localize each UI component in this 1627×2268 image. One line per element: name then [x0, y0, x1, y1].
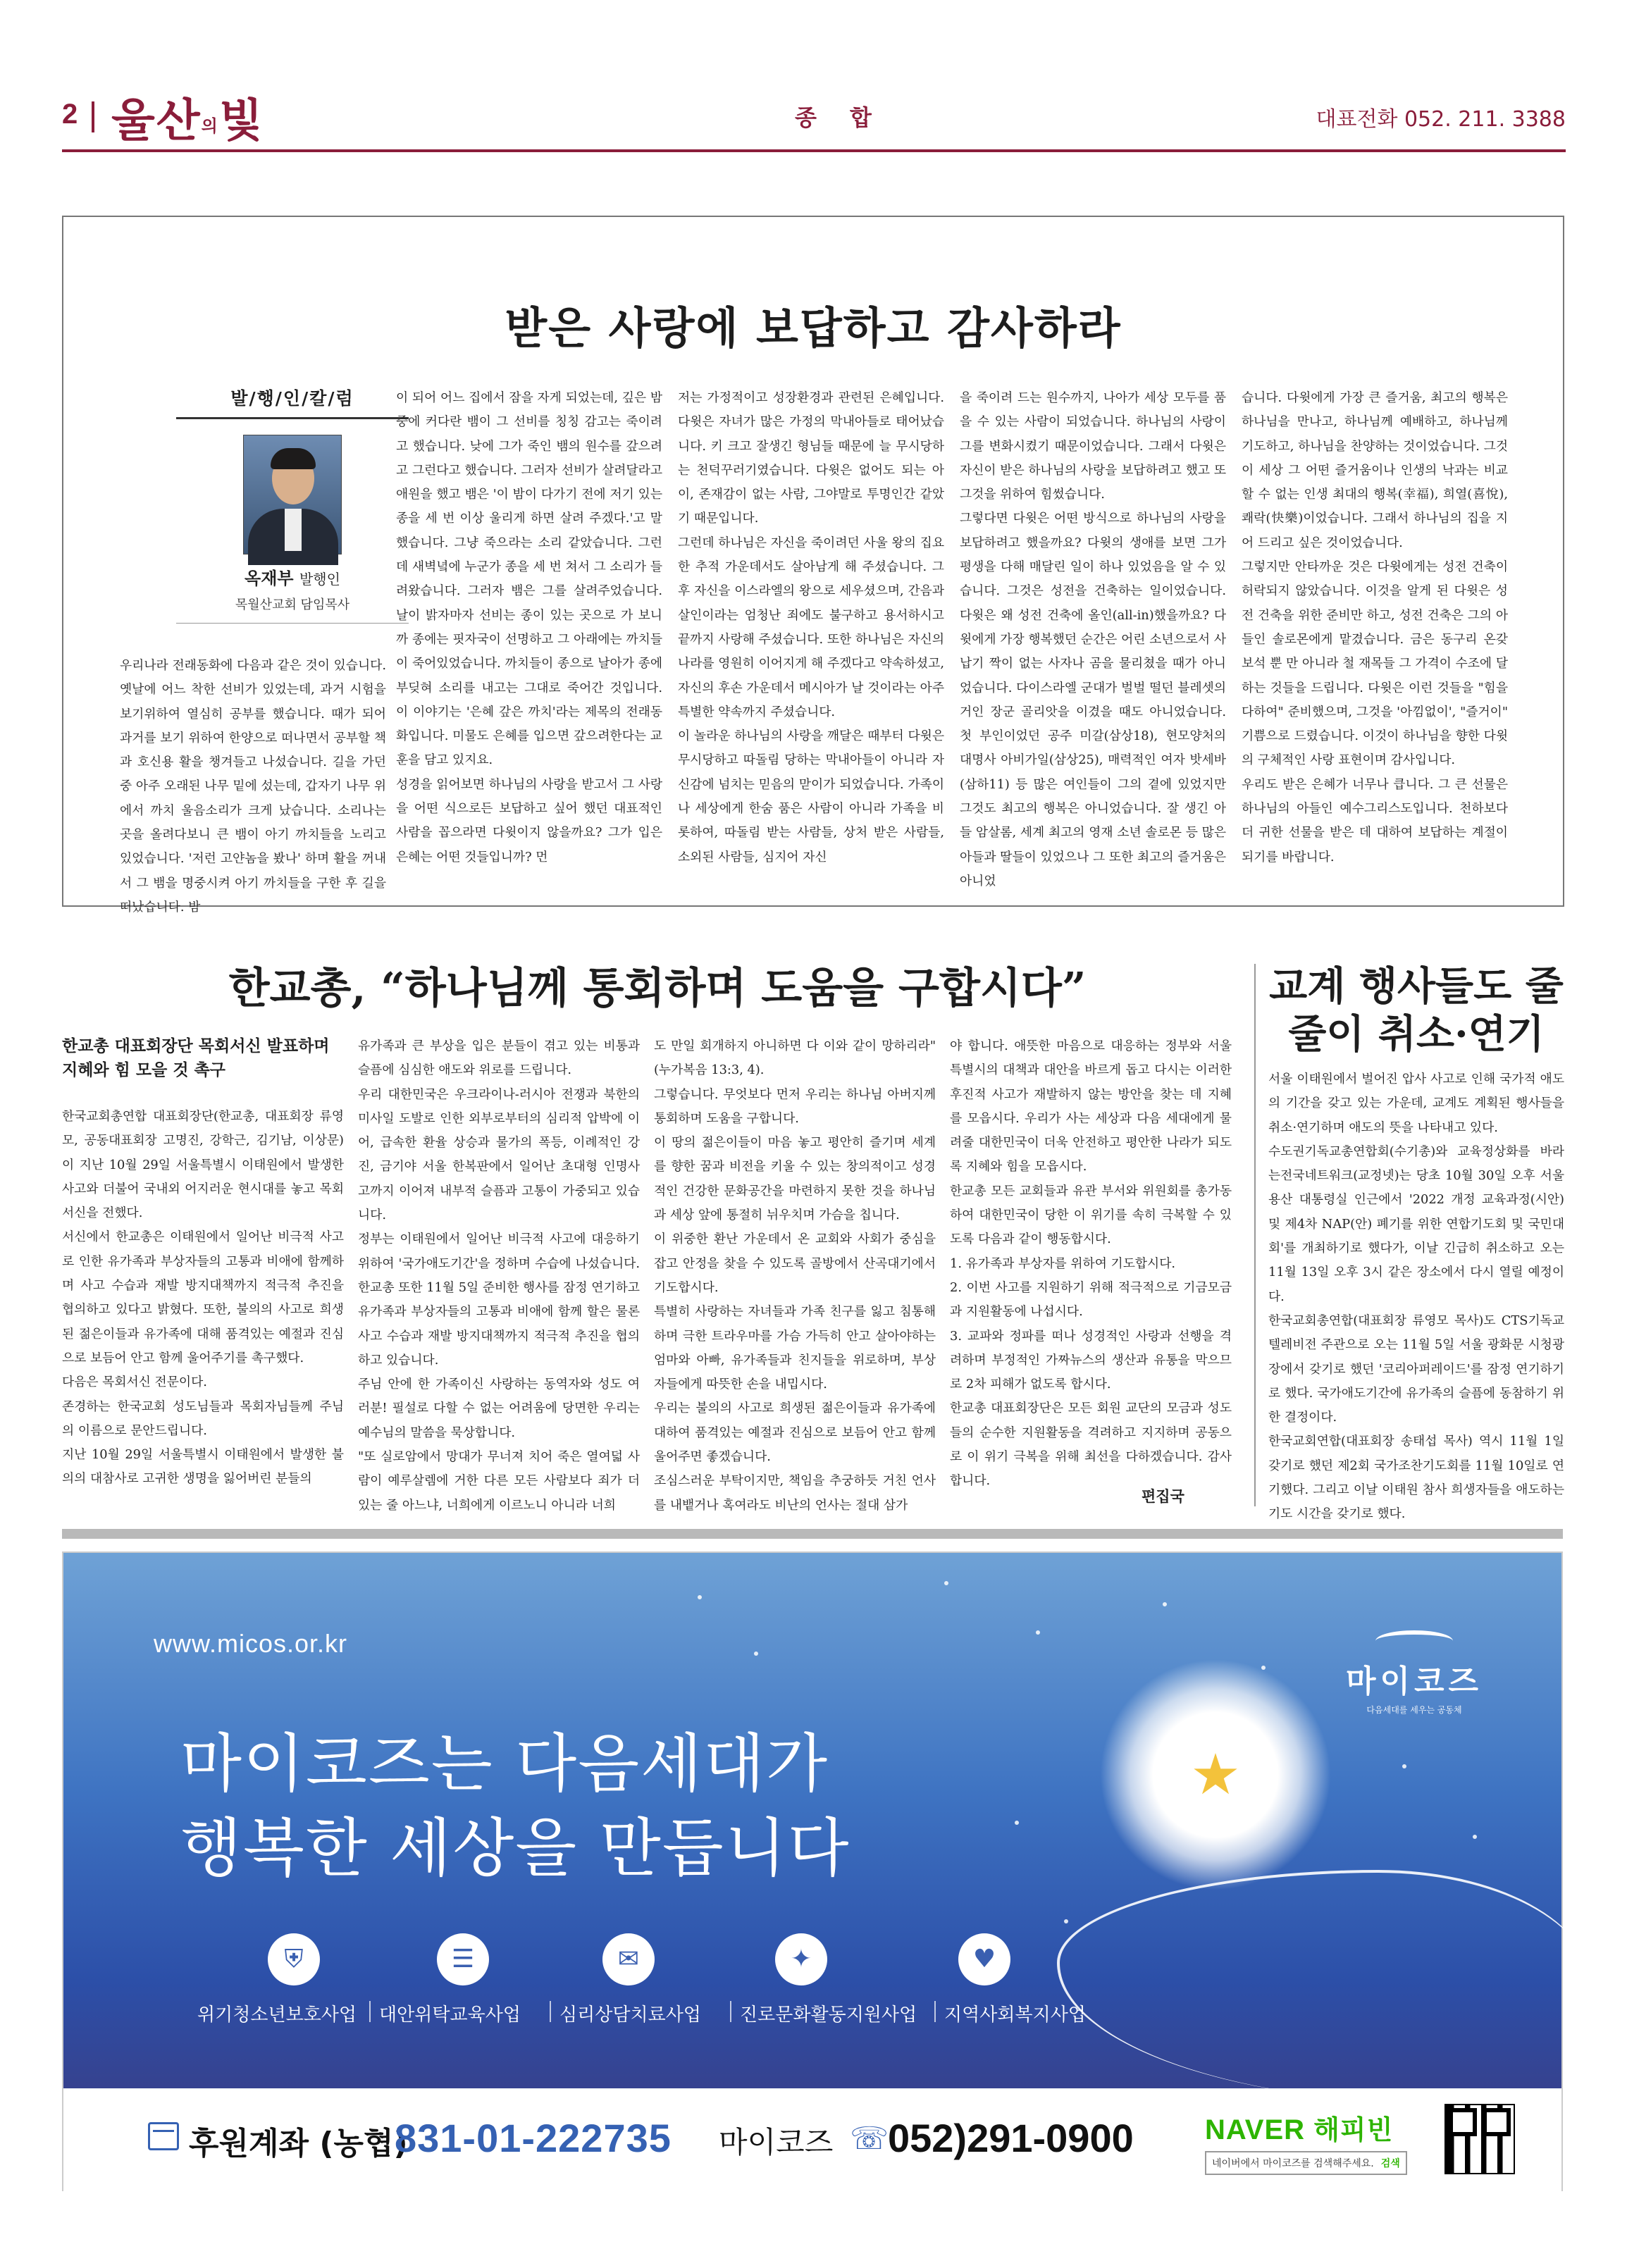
column-text-1: 우리나라 전래동화에 다음과 같은 것이 있습니다. 옛날에 어느 착한 선비가 있었는데, 과거 시험을 보기위하여 열심히 공부를 했습니다. 때가 되어 과거를 보기 위하여 한양으로 떠나면서 공부할 책과 호신용 활을 챙겨들고 나섰습니다. 길을 가던 중 아주 오래된 나무 밑에 섰는데, 갑자기 나무 위에서 까치 울음소리가 크게 났습니다. 소리나는 곳을 올려다보니 큰 뱀이 아기 까치들을 노리고 있었습니다. '저런 고얀놈을 봤나' 하며 활을 꺼내서 그 뱀을 명중시켜 아기 까치들을 구한 후 길을 떠났습니다. 밤 — [120, 658, 386, 915]
ad-phone[interactable]: 052)291-0900 — [888, 2116, 1134, 2160]
sidebar-divider — [1254, 964, 1256, 1506]
program-youth-protection: 위기청소년보호사업 — [197, 2004, 357, 2026]
header-rule — [62, 149, 1566, 152]
phone-icon: ☏ — [850, 2121, 889, 2157]
author-block — [176, 385, 409, 624]
account-holder: 마이코즈 — [719, 2125, 834, 2159]
article-text-1: 한국교회총연합 대표회장단(한교총, 대표회장 류영모, 공동대표회장 고명진, 강학근, 김기남, 이상문)이 지난 10월 29일 서울특별시 이태원에서 발생한 사고와 더불어 국내외 어지러운 현시대를 놓고 목회서신을 전했다. 서신에서 한교총은 이태원에서 일어난 비극적 사고로 인한 유가족과 부상자들의 고통과 비애에 함께하며 사고 수습과 재발 방지대책까지 적극적 추진을 협의하고 있다고 밝혔다. 또한, 불의의 사고로 희생된 젊은이들과 유가족에 대해 품격있는 예절과 진심으로 보듬어 안고 함께 울어주기를 촉구했다. 다음은 목회서신 전문이다. 존경하는 한국교회 성도님들과 목회자님들께 주님의 이름으로 문안드립니다. 지난 10월 29일 서울특별시 이태원에서 발생한 불의의 대참사로 고귀한 생명을 잃어버린 분들의 — [62, 1109, 344, 1487]
column-text-5: 습니다. 다윗에게 가장 큰 즐거움, 최고의 행복은 하나님을 만나고, 하나님께 예배하고, 하나님께 기도하고, 하나님을 찬양하는 것이었습니다. 그것이 세상 그 어떤 즐거움이나 인생의 낙과는 비교할 수 없는 인생 최대의 행복(幸福), 희열(喜悅), 쾌락(快樂)이었습니다. 그래서 하나님의 집을 지어 드리고 싶은 것이었습니다. 그렇지만 안타까운 것은 다윗에게는 성전 건축이 허락되지 않았습니다. 이것을 알게 된 다윗은 성전 건축을 위한 준비만 하고, 성전 건축은 그의 아들인 솔로몬에게 맡겼습니다. 금은 동구리 온갖 보석 뿐 만 아니라 철 재목들 그 가격이 수조에 달하는 것들을 드립니다. 다윗은 이런 것들을 "힘을 다하여" 준비했으며, 그것을 '아낌없이', "즐거이" 기쁨으로 드렸습니다. 이것이 하나님을 향한 다윗의 구체적인 사랑 표현이며 감사입니다. 우리도 받은 은혜가 너무나 큽니다. 그 큰 선물은 하나님의 아들인 예수그리스도입니다. 천하보다 더 귀한 선물을 받은 데 대하여 보답하는 계절이 되기를 바랍니다. — [1242, 390, 1508, 865]
newspaper-logo: 울산의빛 — [111, 94, 264, 147]
header-phone: 대표전화 052. 211. 3388 — [1316, 107, 1566, 132]
micos-logo: 마이코즈 다음세대를 세우는 공동체 — [1346, 1630, 1483, 1716]
author-affiliation: 목월산교회 담임목사 — [176, 595, 409, 624]
header-divider — [92, 101, 94, 132]
star-icon: ★ — [1190, 1742, 1241, 1807]
program-community-welfare: 지역사회복지사업 — [944, 2004, 1086, 2026]
page-header — [62, 78, 1566, 155]
column-text-3: 저는 가정적이고 성장환경과 관련된 은혜입니다. 다윗은 자녀가 많은 가정의 막내아들로 태어났습니다. 키 크고 잘생긴 형님들 때문에 늘 무시당하는 천덕꾸러기였습니다. 다윗은 없어도 되는 아이, 존재감이 없는 사람, 그야말로 투명인간 같았기 때문입니다. 그런데 하나님은 자신을 죽이려던 사울 왕의 집요한 추적 가운데서도 살아남게 해 주셨습니다. 그 후 자신을 이스라엘의 왕으로 세우셨으며, 간음과 살인이라는 엄청난 죄에도 불구하고 용서하시고 끝까지 사랑해 주셨습니다. 또한 하나님은 자신의 나라를 영원히 이어지게 해 주겠다고 약속하셨고, 자신의 후손 가운데서 메시아가 날 것이라는 아주 특별한 약속까지 주셨습니다. 이 놀라운 하나님의 사랑을 깨달은 때부터 다윗은 무시당하고 따돌림 당하는 막내아들이 아니라 자신감에 넘치는 믿음의 맏이가 되었습니다. 가족이나 세상에게 한숨 품은 사람이 아니라 가족을 비롯하여, 따돌림 받는 사람들, 상처 받은 사람들, 소외된 사람들, 심지어 자신 — [678, 390, 944, 865]
ad-footer — [63, 2088, 1561, 2193]
account-label: 후원계좌 (농협) — [189, 2126, 408, 2162]
ad-url[interactable]: www.micos.or.kr — [154, 1629, 348, 1658]
program-alternative-education: 대안위탁교육사업 — [379, 2004, 521, 2026]
program-list — [197, 1933, 1113, 2053]
article-text-2: 유가족과 큰 부상을 입은 분들이 겪고 있는 비통과 슬픔에 심심한 애도와 위로를 드립니다. 우리 대한민국은 우크라이나-러시아 전쟁과 북한의 미사일 도발로 인한 외부로부터의 심리적 압박에 이어, 급속한 환율 상승과 물가의 폭등, 이례적인 강진, 금기야 서울 한복판에서 일어난 초대형 인명사고까지 이어져 내부적 슬픔과 고통이 가중되고 있습니다. 정부는 이태원에서 일어난 비극적 사고에 대응하기 위하여 '국가애도기간'을 정하며 수습에 나섰습니다. 한교총 또한 11월 5일 준비한 행사를 잠정 연기하고 유가족과 부상자들의 고통과 비애에 함께 할은 물론 사고 수습과 재발 방지대책까지 적극적 추진을 협의하고 있습니다. 주님 안에 한 가족이신 사랑하는 동역자와 성도 여러분! 필설로 다할 수 없는 어려움에 당면한 우리는 예수님의 말씀을 묵상합니다. "또 실로암에서 망대가 무너져 치어 죽은 열여덟 사람이 예루살렘에 거한 다른 모든 사람보다 죄가 더 있는 줄 아느냐, 너희에게 이르노니 아니라 너희 — [358, 1039, 640, 1513]
column-text-2: 이 되어 어느 집에서 잠을 자게 되었는데, 깊은 밤중에 커다란 뱀이 그 선비를 칭칭 감고는 죽이려고 했습니다. 낮에 그가 죽인 뱀의 원수를 갚으려고 그런다고 했습니다. 그러자 선비가 살려달라고 애원을 했고 뱀은 '이 밤이 다가기 전에 저기 있는 종을 세 번 이상 울리게 하면 살려 주겠다.'고 말했습니다. 그냥 죽으라는 소리 같았습니다. 그런데 새벽녘에 누군가 종을 세 번 쳐서 그 소리가 들려왔습니다. 그러자 뱀은 그를 살려주었습니다. 날이 밝자마자 선비는 종이 있는 곳으로 가 보니까 종에는 핏자국이 선명하고 그 아래에는 까치들이 죽어있었습니다. 까치들이 종으로 날아가 종에 부딪혀 소리를 내고는 그대로 죽어간 것입니다. 이 이야기는 '은혜 갚은 까치'라는 제목의 전래동화입니다. 미물도 은혜를 입으면 갚으려한다는 교훈을 담고 있지요. 성경을 읽어보면 하나님의 사랑을 받고서 그 사랑을 어떤 식으로든 보답하고 싶어 했던 대표적인 사람을 꼽으라면 다윗이지 않을까요? 그가 입은 은혜는 어떤 것들입니까? 먼 — [396, 390, 662, 865]
program-career-culture: 진로문화활동지원사업 — [740, 2004, 917, 2026]
page-number: 2 — [62, 99, 78, 130]
hand-heart-icon: ♥ — [958, 1933, 1010, 1985]
column-tag: 발/행/인/칼/럼 — [176, 385, 409, 419]
author-photo — [243, 435, 342, 554]
column-title: 받은 사랑에 보답하고 감사하라 — [505, 302, 1122, 354]
qr-code[interactable] — [1444, 2104, 1515, 2174]
micos-advertisement — [62, 1551, 1563, 2191]
account-number: 831-01-222735 — [395, 2116, 672, 2160]
section-label: 종 합 — [795, 104, 884, 131]
ad-headline: 마이코즈는 다음세대가 행복한 세상을 만듭니다 — [180, 1727, 850, 1885]
naver-happybean[interactable]: NAVER 해피빈 네이버에서 마이코즈를 검색해주세요. 검색 — [1205, 2108, 1407, 2175]
graduation-cap-icon: ✦ — [775, 1933, 827, 1985]
author-name: 옥재부 발행인 — [245, 569, 340, 588]
program-counseling: 심리상담치료사업 — [559, 2004, 701, 2026]
ad-background — [63, 1553, 1561, 2088]
glowing-orb — [1099, 1659, 1332, 1891]
article-text-4: 야 합니다. 애뜻한 마음으로 대응하는 정부와 서울특별시의 대책과 대안을 바르게 돕고 다시는 이러한 후진적 사고가 재발하지 않는 방안을 찾는 데 지혜를 모읍시다. 우리가 사는 세상과 다음 세대에게 물려줄 대한민국이 더욱 안전하고 평안한 나라가 되도록 지혜와 힘을 모읍시다. 한교총 모든 교회들과 유관 부서와 위원회를 총가동하여 대한민국이 당한 이 위기를 속히 극복할 수 있도록 다음과 같이 행동합시다. 1. 유가족과 부상자를 위하여 기도합시다. 2. 이번 사고를 지원하기 위해 적극적으로 기금모금과 지원활동에 나섭시다. 3. 교파와 정파를 떠나 성경적인 사랑과 선행을 격려하며 부정적인 가짜뉴스의 생산과 유통을 막으므로 2차 피해가 없도록 합시다. 한교총 대표회장단은 모든 회원 교단의 모금과 성도들의 순수한 지원활동을 격려하고 지지하며 공동으로 이 위기 극복을 위해 최선을 다하겠습니다. 감사합니다. — [950, 1039, 1232, 1489]
article-byline: 편집국 — [1142, 1488, 1184, 1505]
article-title: 한교총, “하나님께 통회하며 도움을 구합시다” — [228, 964, 1087, 1013]
hand-illustration — [1057, 1870, 1592, 2102]
bank-book-icon — [148, 2122, 179, 2150]
article-subtitle: 한교총 대표회장단 목회서신 발표하며 지혜와 힘 모을 것 촉구 — [62, 1037, 330, 1079]
shield-icon: ⛨ — [268, 1933, 320, 1985]
book-icon: ☰ — [437, 1933, 489, 1985]
sidebar-text: 서울 이태원에서 벌어진 압사 사고로 인해 국가적 애도의 기간을 갖고 있는 가운데, 교계도 계획된 행사들을 취소·연기하며 애도의 뜻을 나타내고 있다. 수도권기독교총연합회(수기총)와 교육정상화를 바라는전국네트워크(교정넷)는 당초 10월 30일 오후 서울 용산 대통령실 인근에서 '2022 개정 교육과정(시안) 및 제4차 NAP(안) 폐기를 위한 연합기도회 및 국민대회'를 개최하기로 했다가, 이날 긴급히 취소하고 오는 11월 13일 오후 3시 같은 장소에서 다시 열릴 예정이다. 한국교회총연합(대표회장 류영모 목사)도 CTS기독교텔레비전 주관으로 오는 11월 5일 서울 광화문 시청광장에서 갖기로 했던 '코리아퍼레이드'를 잠정 연기하기로 했다. 국가애도기간에 유가족의 슬픔에 동참하기 위한 결정이다. 한국교회연합(대표회장 송태섭 목사) 역시 11월 1일 갖기로 했던 제2회 국가조찬기도회를 11월 10일로 연기했다. 그리고 이날 이태원 참사 희생자들을 애도하는 기도 시간을 갖기로 했다. — [1268, 1072, 1564, 1522]
column-text-4: 을 죽이려 드는 원수까지, 나아가 세상 모두를 품을 수 있는 사람이 되었습니다. 하나님의 사랑이 그를 변화시켰기 때문이었습니다. 그래서 다윗은 자신이 받은 하나님의 사랑을 보답하려고 했고 또 그것을 위하여 힘썼습니다. 그렇다면 다윗은 어떤 방식으로 하나님의 사랑을 보답하려고 했을까요? 다윗의 생애를 보면 그가 평생을 다해 매달린 일이 하나 있었음을 알 수 있습니다. 그것은 성전을 건축하는 일이었습니다. 다윗은 왜 성전 건축에 올인(all-in)했을까요? 다윗에게 가장 행복했던 순간은 어린 소년으로서 사납기 짝이 없는 사자나 곰을 물리쳤을 때가 아니었습니다. 다이스라엘 군대가 벌벌 떨던 블레셋의 거인 장군 골리앗을 이겼을 때도 아니었습니다. 첫 부인이었던 공주 미갈(삼상18), 현모양처의 대명사 아비가일(삼상25), 매력적인 여자 밧세바(삼하11) 등 많은 여인들이 그의 곁에 있었지만 그것도 최고의 행복은 아니었습니다. 잘 생긴 아들 암살롬, 세계 최고의 영재 소년 솔로몬 등 많은 아들과 딸들이 있었으나 그 또한 최고의 즐거움은 아니었 — [960, 390, 1226, 888]
section-separator — [62, 1529, 1563, 1539]
chat-icon: ✉ — [602, 1933, 655, 1985]
article-text-3: 도 만일 회개하지 아니하면 다 이와 같이 망하리라" (누가복음 13:3, 4). 그렇습니다. 무엇보다 먼저 우리는 하나님 아버지께 통회하며 도움을 구합니다. 이 땅의 젊은이들이 마음 놓고 평안히 즐기며 세계를 향한 꿈과 비전을 키울 수 있는 창의적이고 성경적인 건강한 문화공간을 마련하지 못한 것을 하나님과 세상 앞에 통절히 뉘우치며 가슴을 칩니다. 이 위중한 환난 가운데서 온 교회와 사회가 중심을 잡고 안정을 찾을 수 있도록 골방에서 산곡대기에서 기도합시다. 특별히 사랑하는 자녀들과 가족 친구를 잃고 침통해하며 극한 트라우마를 가슴 가득히 안고 살아야하는 엄마와 아빠, 유가족들과 친지들을 위로하며, 부상자들에게 따뜻한 손을 내밉시다. 우리는 불의의 사고로 희생된 젊은이들과 유가족에 대하여 품격있는 예절과 진심으로 보듬어 안고 함께 울어주면 좋겠습니다. 조심스러운 부탁이지만, 책임을 추궁하듯 거친 언사를 내뱉거나 혹여라도 비난의 언사는 절대 삼가 — [654, 1039, 936, 1513]
sidebar-title: 교계 행사들도 줄줄이 취소·연기 — [1269, 963, 1564, 1058]
